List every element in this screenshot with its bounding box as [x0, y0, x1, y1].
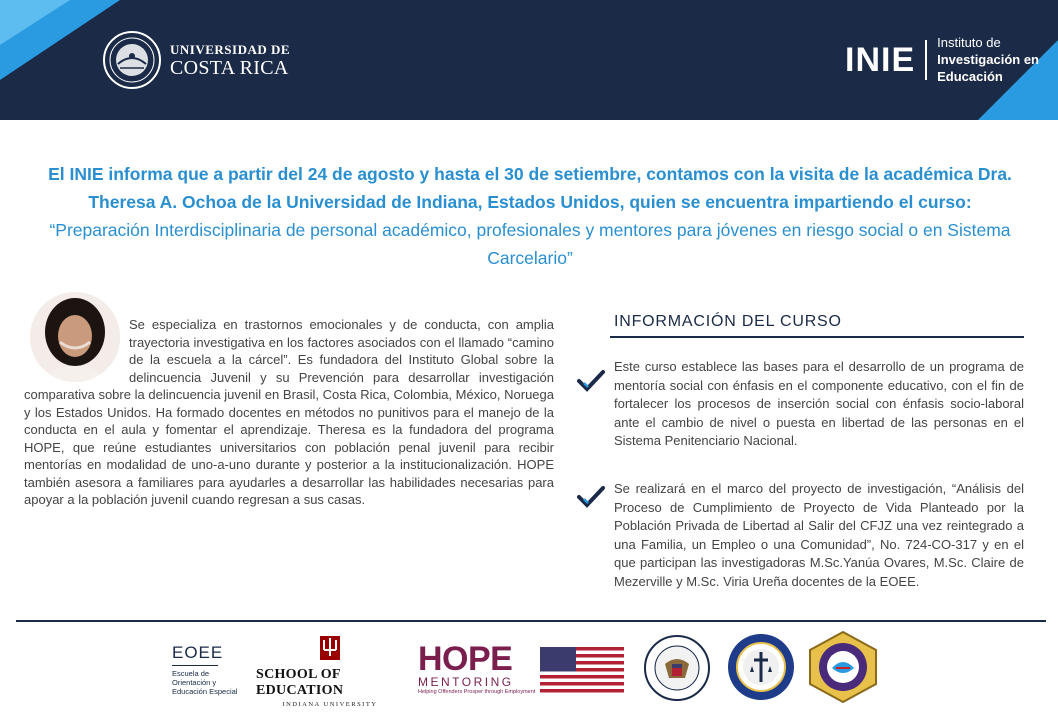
- course-title: “Preparación Interdisciplinaria de personal académico, profesionales y mentores para jóvenes en riesgo social o en Sistema Carcelario”: [49, 220, 1011, 268]
- ucr-name-line2: COSTA RICA: [170, 56, 289, 79]
- hope-tagline: Helping Offenders Prosper through Employment: [418, 689, 536, 695]
- hope-mentoring-label: MENTORING: [418, 675, 514, 689]
- soe-subtitle: INDIANA UNIVERSITY: [282, 701, 378, 708]
- corner-decoration-left-light: [0, 0, 70, 45]
- soe-title: SCHOOL OF EDUCATION: [256, 667, 344, 698]
- checkmark-icon: [576, 484, 606, 510]
- checkmark-icon: [576, 368, 606, 394]
- eoee-line3: Educación Especial: [172, 687, 238, 696]
- course-info-item-1: Este curso establece las bases para el desarrollo de un programa de mentoría social con énfasis en el componente educativo, con el fin de fortalecer los procesos de inserción social con énfasis socio-laboral ante el cambio de nivel o puesta en libertad de las personas en el Sistema Penitenciario Nacional.: [614, 359, 1024, 448]
- us-flag-icon: [540, 647, 624, 693]
- eoee-line1: Escuela de: [172, 669, 210, 678]
- us-embassy-seal-icon[interactable]: [643, 634, 711, 702]
- bio-text: Se especializa en trastornos emocionales y de conducta, con amplia trayectoria investigativa en los factores asociados con el llamado “camino de la escuela a la cárcel”. Es fundadora del Instituto Global sobre la delincuencia Juvenil y su Prevención para desarrollar investigación comparativa sobre la delincuencia juvenil en Brasil, Costa Rica, Colombia, México, Noruega y los Estados Unidos. Ha formado docentes en métodos no punitivos para el manejo de la conducta en el aula y fomentar el aprendizaje. Theresa es la fundadora del programa HOPE, que reúne estudiantes universitarios con población penal juvenil para recibir mentorías en modalidad de uno-a-uno durante y posterior a la institucionalización. HOPE también asesora a familiares para ayudarles a desarrollar las habilidades necesarias para apoyar a la población juvenil cuando regresan a sus casas.: [24, 317, 554, 507]
- eoee-line2: Orientación y: [172, 678, 217, 687]
- indiana-trident-icon: [256, 634, 404, 662]
- ucr-logo[interactable]: [102, 30, 290, 90]
- indiana-school-of-education-logo[interactable]: [256, 634, 404, 708]
- inie-name-line3: Educación: [937, 69, 1003, 84]
- ucr-seal-icon: [102, 30, 162, 90]
- ministerio-justicia-seal-icon[interactable]: [726, 632, 796, 702]
- inie-name-line1: Instituto de: [937, 35, 1001, 50]
- inie-logo[interactable]: [845, 34, 1039, 85]
- intro-announcement: [40, 160, 1020, 272]
- eoee-logo[interactable]: [172, 643, 237, 696]
- footer-divider: [16, 620, 1046, 622]
- course-info-item-2: Se realizará en el marco del proyecto de investigación, “Análisis del Proceso de Cumplimiento de Proyecto de Vida Planteado por la Población Privada de Libertad al Salir del CFJZ una vez reintegrado a una Familia, un Empleo o una Comunidad”, No. 724-CO-317 y en el que participan las investigadoras M.Sc.Yanúa Ovares, M.Sc. Claire de Mezerville y M.Sc. Viria Ureña docentes de la EOEE.: [614, 481, 1024, 589]
- hope-title: HOPE: [418, 640, 513, 678]
- inie-acronym: INIE: [845, 40, 927, 80]
- course-info-divider: [610, 336, 1024, 338]
- course-info-heading: INFORMACIÓN DEL CURSO: [614, 313, 842, 330]
- dgas-badge-icon[interactable]: [808, 630, 878, 704]
- intro-bold-text: El INIE informa que a partir del 24 de agosto y hasta el 30 de setiembre, contamos con la visita de la académica Dra. Theresa A. Ochoa de la Universidad de Indiana, Estados Unidos, quien se encuentra impartiendo el curso:: [48, 164, 1012, 212]
- header-banner: [0, 0, 1058, 120]
- inie-name-line2: Investigación en: [937, 52, 1039, 67]
- bio-paragraph: [24, 316, 554, 509]
- hope-mentoring-logo[interactable]: [418, 642, 535, 696]
- ucr-name-line1: UNIVERSIDAD DE: [170, 41, 291, 57]
- eoee-acronym: EOEE: [172, 643, 218, 666]
